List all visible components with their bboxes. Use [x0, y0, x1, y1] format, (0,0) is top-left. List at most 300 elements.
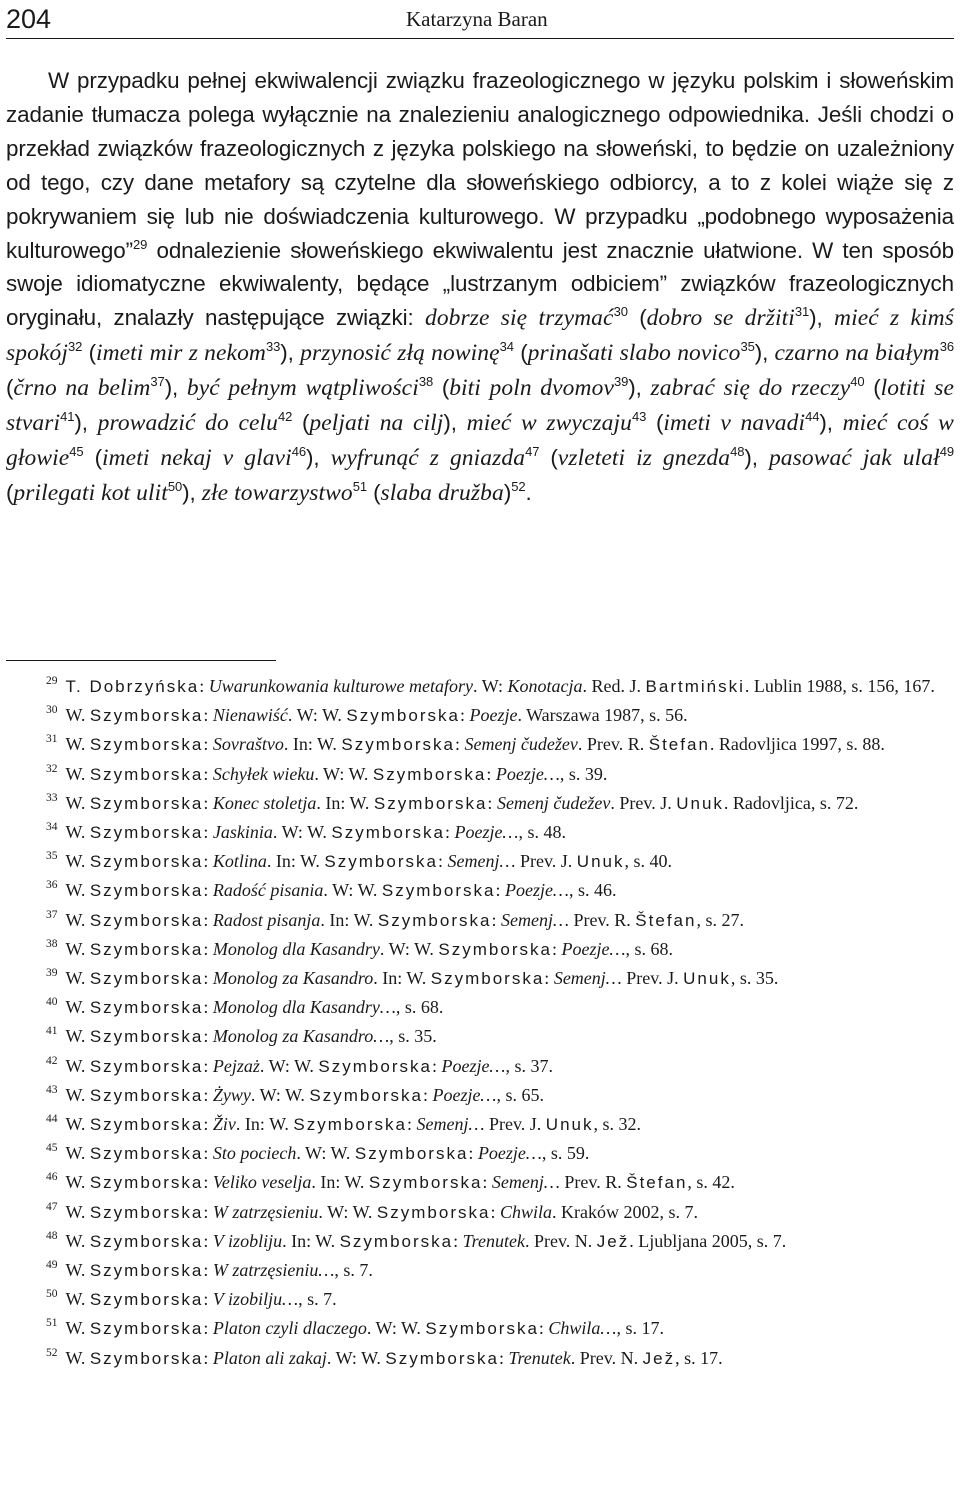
cited-title: Semenj… — [491, 1172, 560, 1193]
footnote-reference: 36 — [939, 339, 955, 355]
text-run: ), — [182, 479, 202, 505]
footnote-52 — [6, 1344, 954, 1373]
text-run: , s. 7. — [334, 1260, 373, 1281]
text-run: W. — [65, 1026, 90, 1047]
text-run: , s. 32. — [593, 1114, 641, 1135]
footnote-number: 30 — [46, 704, 58, 717]
text-run: . Prev. R. — [577, 734, 649, 755]
footnote-51 — [6, 1314, 954, 1343]
footnote-31 — [6, 730, 954, 759]
cited-title: W zatrzęsieniu — [212, 1201, 319, 1222]
text-run: ), — [164, 375, 187, 401]
text-run: : — [203, 1143, 213, 1164]
author-name: Szymborska — [89, 735, 204, 755]
text-run: W. — [65, 1084, 90, 1105]
footnote-reference: 48 — [730, 443, 745, 459]
footnote-46 — [6, 1168, 954, 1197]
text-run: W. — [65, 938, 90, 959]
author-name: Szymborska — [89, 706, 204, 726]
footnote-40 — [6, 993, 954, 1022]
footnote-number: 47 — [46, 1200, 58, 1213]
cited-title: Platon czyli dlaczego — [212, 1318, 367, 1339]
text-run: . Prev. J. — [610, 792, 677, 813]
cited-title: Poezje… — [477, 1143, 542, 1164]
footnote-reference: 34 — [499, 339, 514, 355]
phraseme-italic: imeti v navadi — [663, 410, 806, 437]
body-paragraph — [6, 64, 954, 511]
text-run: . W: W. — [287, 705, 347, 726]
footnote-number: 48 — [46, 1229, 58, 1242]
text-run: : — [203, 705, 213, 726]
text-run: . W: W. — [318, 1201, 377, 1222]
cited-title: Poezje… — [432, 1084, 497, 1105]
cited-title: Jaskinia — [212, 822, 273, 843]
phraseme-italic: prinašati slabo novico — [527, 340, 741, 367]
text-run: W. — [65, 851, 90, 872]
text-run: , s. 7. — [298, 1289, 337, 1310]
author-name: Szymborska — [89, 969, 204, 989]
footnote-number: 45 — [46, 1142, 58, 1155]
author-name: Unuk — [676, 793, 724, 813]
text-run: . W: W. — [366, 1318, 426, 1339]
text-run: : — [406, 1114, 417, 1135]
footnote-number: 46 — [46, 1171, 58, 1184]
footnote-number: 39 — [46, 967, 58, 980]
text-run: ( — [292, 410, 310, 436]
text-run: W. — [65, 822, 90, 843]
cited-title: Konec stoletja — [212, 792, 317, 813]
text-run: W. — [65, 1055, 90, 1076]
text-run: W. — [65, 1172, 90, 1193]
text-run: , s. 35. — [389, 1026, 437, 1047]
text-run: ), — [280, 340, 301, 366]
author-name: Jež — [596, 1231, 630, 1251]
text-run: : — [203, 851, 213, 872]
text-run: : — [551, 938, 562, 959]
text-run: ), — [443, 410, 467, 436]
author-name: Szymborska — [381, 881, 496, 901]
footnote-reference: 39 — [613, 374, 629, 390]
text-run: , s. 68. — [625, 938, 673, 959]
text-run: : — [444, 822, 455, 843]
text-run: . W: W. — [296, 1143, 355, 1164]
phraseme-italic: mieć z kimś spokój — [6, 305, 954, 367]
text-run: . Warszawa 1987, s. 56. — [517, 705, 688, 726]
text-run: , s. 42. — [687, 1172, 735, 1193]
author-name: Szymborska — [89, 852, 204, 872]
footnote-reference: 44 — [805, 409, 820, 425]
cited-title: Platon ali zakaj — [212, 1347, 327, 1368]
text-run: Prev. R. — [568, 909, 636, 930]
author-name: Szymborska — [346, 706, 460, 726]
footnote-reference: 51 — [352, 478, 368, 494]
footnote-37 — [6, 906, 954, 935]
text-run: ( — [367, 479, 381, 505]
text-run: W. — [65, 997, 90, 1018]
author-name: Szymborska — [339, 1231, 454, 1251]
text-run: : — [203, 1260, 213, 1281]
footnote-reference: 49 — [939, 443, 955, 459]
footnote-reference: 37 — [150, 374, 165, 390]
text-run: : — [453, 1230, 463, 1251]
author-name: Szymborska — [89, 910, 204, 930]
footnote-36 — [6, 876, 954, 905]
footnote-number: 51 — [46, 1317, 58, 1330]
text-run: : — [203, 1114, 213, 1135]
footnote-number: 33 — [46, 791, 58, 804]
text-run: ), — [754, 340, 775, 366]
author-name: Szymborska — [331, 823, 445, 843]
text-run: , s. 59. — [541, 1143, 590, 1164]
author-name: Szymborska — [89, 793, 204, 813]
phraseme-italic: mieć coś w głowie — [6, 410, 954, 471]
cited-title: Veliko veselja — [212, 1172, 312, 1193]
cited-title: Semenj čudežev — [464, 734, 578, 755]
text-run: W. — [65, 792, 90, 813]
phraseme-italic: slaba družba — [380, 479, 504, 506]
text-run: W przypadku pełnej ekwiwalencji związku frazeologicznego w języku polskim i słoweńskim zadanie tłumacza polega wyłącznie na znalezieniu analogicznego odpowiednika. Jeśli chodzi o przekład związków frazeologicznych z języka polskiego na słoweński, to będzie on uzależniony od tego, czy dane metafory są czytelne dla słoweńskiego odbiorcy, a to z kolei wiąże się z pokrywaniem się lub nie doświadczenia kulturowego. W przypadku „podobnego wyposażenia kulturowego” — [6, 68, 954, 263]
footnote-reference: 30 — [613, 304, 628, 320]
author-name: Szymborska — [89, 1290, 204, 1310]
text-run: . Ljubljana 2005, s. 7. — [629, 1230, 787, 1251]
cited-title: Radost pisanja — [212, 909, 321, 930]
footnote-reference: 52 — [511, 478, 526, 494]
cited-title: Chwila… — [548, 1318, 617, 1339]
author-name: Szymborska — [385, 1348, 499, 1368]
text-run: . W: W. — [259, 1055, 319, 1076]
text-run: ) — [503, 479, 512, 505]
footnote-number: 36 — [46, 879, 58, 892]
footnote-number: 52 — [46, 1346, 58, 1359]
cited-title: Uwarunkowania kulturowe metafory — [208, 676, 474, 696]
author-name: Štefan — [648, 735, 710, 755]
text-run: W. — [65, 1260, 90, 1281]
footnote-38 — [6, 935, 954, 964]
page-header — [6, 0, 954, 40]
footnote-separator — [6, 660, 276, 661]
text-run: , s. 35. — [730, 968, 779, 989]
text-run: W. — [65, 734, 90, 755]
cited-title: Poezje… — [495, 763, 560, 784]
cited-title: Semenj… — [553, 968, 622, 989]
author-name: Szymborska — [89, 1027, 204, 1047]
footnote-41 — [6, 1022, 954, 1051]
author-name: Szymborska — [376, 1202, 491, 1222]
footnote-reference: 45 — [69, 443, 84, 459]
author-name: Unuk — [683, 969, 731, 989]
text-run: : — [498, 1347, 509, 1368]
author-name: T. Dobrzyńska — [65, 677, 200, 696]
text-run: : — [203, 1084, 213, 1105]
text-run: . W: W. — [272, 822, 332, 843]
footnote-number: 49 — [46, 1259, 58, 1272]
footnote-number: 44 — [46, 1113, 58, 1126]
text-run: . In: W. — [320, 909, 378, 930]
author-name: Szymborska — [89, 1202, 204, 1222]
text-run: : — [490, 1201, 500, 1222]
author-name: Szymborska — [318, 1056, 432, 1076]
footnote-35 — [6, 847, 954, 876]
footnote-number: 38 — [46, 937, 58, 950]
text-run: . In: W. — [311, 1172, 369, 1193]
text-run: . In: W. — [283, 734, 342, 755]
footnote-reference: 38 — [418, 374, 434, 390]
phraseme-italic: imeti mir z nekom — [95, 340, 267, 367]
author-name: Szymborska — [372, 764, 487, 784]
text-run: W. — [65, 1143, 90, 1164]
text-run: , s. 46. — [568, 880, 617, 901]
text-run: . In: W. — [282, 1230, 340, 1251]
text-run: . Radovljica, s. 72. — [723, 792, 859, 813]
footnote-number: 37 — [46, 908, 58, 921]
author-name: Szymborska — [341, 735, 455, 755]
text-run: : — [199, 676, 209, 696]
phraseme-italic: mieć w zwyczaju — [466, 410, 632, 437]
cited-title: V izobilju… — [212, 1289, 299, 1310]
phraseme-italic: lotiti se stvari — [6, 375, 954, 437]
cited-title: Schyłek wieku — [212, 763, 315, 784]
text-run: : — [203, 880, 213, 901]
footnote-50 — [6, 1285, 954, 1314]
text-run: , s. 65. — [496, 1084, 544, 1105]
text-run: . W: W. — [314, 763, 373, 784]
author-name: Unuk — [545, 1115, 594, 1135]
text-run: ( — [6, 375, 14, 401]
text-run: ), — [74, 410, 98, 436]
text-run: , s. 68. — [395, 997, 444, 1018]
phraseme-italic: prilegati kot ulit — [13, 479, 168, 506]
footnote-reference: 33 — [266, 339, 281, 355]
footnote-number: 32 — [46, 762, 58, 775]
phraseme-italic: črno na belim — [13, 375, 151, 402]
footnote-reference: 47 — [525, 443, 540, 459]
text-run: . Radovljica 1997, s. 88. — [709, 734, 885, 755]
footnotes — [6, 672, 954, 1373]
footnote-reference: 29 — [133, 236, 148, 252]
text-run: Prev. J. — [621, 968, 684, 989]
footnote-reference: 35 — [740, 339, 755, 355]
text-run: , s. 17. — [616, 1318, 664, 1339]
text-run: . In: W. — [316, 792, 374, 813]
footnote-reference: 31 — [794, 304, 810, 320]
footnote-47 — [6, 1198, 954, 1227]
author-name: Szymborska — [89, 1348, 204, 1368]
phraseme-italic: dobro se držiti — [646, 305, 795, 332]
text-run: . — [525, 479, 532, 505]
text-run: W. — [65, 880, 90, 901]
text-run: ), — [628, 375, 651, 401]
cited-title: Poezje… — [561, 938, 626, 959]
header-rule — [6, 38, 954, 39]
text-run: ( — [539, 444, 558, 470]
text-run: . W: — [473, 676, 508, 696]
cited-title: Monolog za Kasandro — [212, 968, 374, 989]
text-run: ( — [82, 340, 96, 366]
cited-title: Konotacja — [507, 676, 583, 696]
text-run: W. — [65, 1347, 90, 1368]
phraseme-italic: dobrze się trzymać — [424, 305, 614, 332]
author-name: Štefan — [635, 910, 697, 930]
author-name: Szymborska — [89, 1056, 204, 1076]
footnote-number: 35 — [46, 850, 58, 863]
text-run: : — [431, 1055, 442, 1076]
cited-title: Chwila — [499, 1201, 552, 1222]
footnote-reference: 41 — [60, 409, 75, 425]
text-run: . In: W. — [373, 968, 431, 989]
text-run: . W: W. — [323, 880, 382, 901]
text-run: ( — [646, 410, 664, 436]
text-run: Prev. R. — [559, 1172, 627, 1193]
author-name: Bartmiński — [645, 677, 745, 696]
cited-title: Trenutek — [508, 1347, 571, 1368]
cited-title: Monolog dla Kasandry… — [212, 997, 396, 1018]
author-name: Szymborska — [438, 939, 552, 959]
text-run: : — [422, 1084, 433, 1105]
text-run: : — [486, 763, 496, 784]
phraseme-italic: przynosić złą nowinę — [300, 340, 500, 367]
cited-title: Poezje… — [504, 880, 569, 901]
text-run: . Kraków 2002, s. 7. — [551, 1201, 698, 1222]
author-name: Szymborska — [373, 793, 488, 813]
text-run: , s. 27. — [696, 909, 744, 930]
author-name: Szymborska — [89, 881, 204, 901]
cited-title: Semenj… — [416, 1114, 485, 1135]
text-run: : — [203, 938, 213, 959]
footnote-34 — [6, 818, 954, 847]
author-name: Szymborska — [425, 1319, 539, 1339]
text-run: : — [203, 909, 213, 930]
cited-title: Živ — [212, 1114, 236, 1135]
cited-title: Poezje… — [454, 822, 519, 843]
text-run: : — [203, 792, 213, 813]
cited-title: Sto pociech — [212, 1143, 297, 1164]
cited-title: Semenj čudežev — [496, 792, 611, 813]
text-run: . In: W. — [235, 1114, 294, 1135]
author-name: Szymborska — [89, 1173, 204, 1193]
author-name: Szymborska — [89, 939, 204, 959]
text-run: ), — [305, 444, 331, 470]
phraseme-italic: biti poln dvomov — [449, 375, 614, 402]
cited-title: Nienawiść — [212, 705, 288, 726]
cited-title: Sovraštvo — [212, 734, 284, 755]
text-run: ), — [809, 305, 834, 331]
footnote-reference: 50 — [167, 478, 183, 494]
cited-title: Monolog dla Kasandry — [212, 938, 380, 959]
text-run: ( — [513, 340, 528, 366]
phraseme-italic: wyfrunąć z gniazda — [330, 444, 526, 471]
author-name: Szymborska — [89, 823, 204, 843]
cited-title: Żywy — [212, 1084, 251, 1105]
author-name: Szymborska — [354, 1144, 469, 1164]
text-run: W. — [65, 763, 90, 784]
text-run: : — [468, 1143, 478, 1164]
phraseme-italic: być pełnym wątpliwości — [186, 375, 419, 402]
page-number: 204 — [6, 4, 52, 34]
text-run: ( — [864, 375, 881, 401]
footnote-reference: 43 — [632, 409, 647, 425]
footnote-number: 41 — [46, 1025, 58, 1038]
author-name: Szymborska — [89, 1261, 204, 1281]
footnote-45 — [6, 1139, 954, 1168]
text-run: , s. 40. — [624, 851, 672, 872]
text-run: , s. 48. — [518, 822, 566, 843]
cited-title: Semenj… — [500, 909, 569, 930]
text-run: : — [203, 1026, 213, 1047]
text-run: : — [203, 1318, 213, 1339]
footnote-reference: 46 — [291, 443, 306, 459]
text-run: ( — [83, 444, 102, 470]
text-run: : — [203, 1172, 213, 1193]
footnote-43 — [6, 1081, 954, 1110]
text-run: W. — [65, 1201, 90, 1222]
footnote-42 — [6, 1052, 954, 1081]
text-run: ( — [627, 305, 647, 331]
text-run: ( — [6, 479, 14, 505]
text-run: W. — [65, 1318, 90, 1339]
text-run: : — [482, 1172, 492, 1193]
footnote-number: 50 — [46, 1288, 58, 1301]
text-run: W. — [65, 1114, 90, 1135]
footnote-number: 42 — [46, 1054, 58, 1067]
author-name: Jež — [642, 1348, 676, 1368]
author-name: Szymborska — [309, 1085, 423, 1105]
text-run: Prev. J. — [515, 851, 577, 872]
phraseme-italic: prowadzić do celu — [97, 410, 278, 437]
author-name: Szymborska — [324, 852, 438, 872]
footnote-reference: 42 — [278, 409, 293, 425]
text-run: W. — [65, 909, 90, 930]
text-run: : — [203, 997, 213, 1018]
text-run: W. — [65, 1230, 90, 1251]
author-name: Szymborska — [89, 1085, 204, 1105]
text-run: : — [495, 880, 505, 901]
text-run: : — [203, 763, 213, 784]
phraseme-italic: imeti nekaj v glavi — [101, 444, 292, 471]
text-run: : — [203, 1055, 213, 1076]
footnote-39 — [6, 964, 954, 993]
author-name: Štefan — [626, 1173, 688, 1193]
running-head-author: Katarzyna Baran — [406, 7, 548, 31]
author-name: Szymborska — [89, 998, 204, 1018]
text-run: W. — [65, 1289, 90, 1310]
text-run: : — [459, 705, 470, 726]
author-name: Szymborska — [377, 910, 492, 930]
text-run: : — [454, 734, 465, 755]
phraseme-italic: pasować jak ulał — [768, 444, 940, 471]
text-run: : — [203, 1230, 213, 1251]
text-run: : — [538, 1318, 549, 1339]
text-run: W. — [65, 968, 90, 989]
text-run: . W: W. — [326, 1347, 386, 1368]
author-name: Szymborska — [89, 1144, 204, 1164]
footnote-48 — [6, 1227, 954, 1256]
author-name: Szymborska — [293, 1115, 407, 1135]
text-run: . Prev. N. — [570, 1347, 643, 1368]
phraseme-italic: czarno na białym — [774, 340, 940, 367]
text-run: . In: W. — [266, 851, 325, 872]
text-run: . W: W. — [379, 938, 439, 959]
text-run: : — [203, 734, 213, 755]
text-run: : — [544, 968, 554, 989]
text-run: ), — [744, 444, 769, 470]
text-run: : — [203, 1289, 213, 1310]
footnote-49 — [6, 1256, 954, 1285]
text-run: , s. 17. — [675, 1347, 723, 1368]
text-run: : — [487, 792, 497, 813]
author-name: Szymborska — [89, 764, 204, 784]
footnote-44 — [6, 1110, 954, 1139]
footnote-30 — [6, 701, 954, 730]
